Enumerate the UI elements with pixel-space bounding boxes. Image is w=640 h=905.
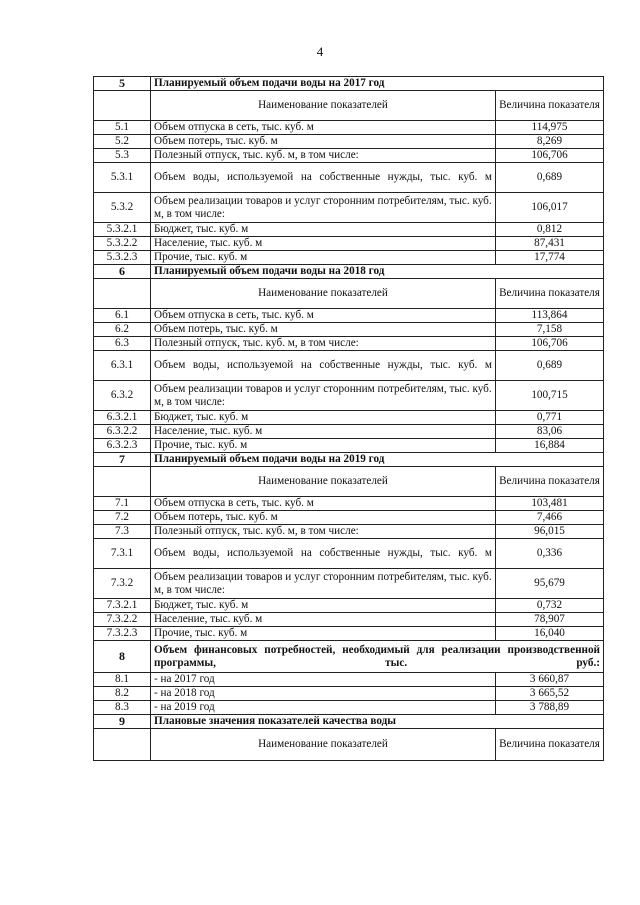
row-value: 95,679 [496,569,604,599]
header-value: Величина показателя [496,279,604,309]
row-name: Объем отпуска в сеть, тыс. куб. м [151,121,496,135]
table-row [94,251,604,265]
row-value: 17,774 [496,251,604,265]
row-code: 6.1 [94,309,151,323]
section-row [94,641,604,673]
row-code: 7.3.2.2 [94,613,151,627]
section-row [94,453,604,467]
table-row [94,425,604,439]
row-code: 5.3 [94,149,151,163]
row-value: 0,812 [496,223,604,237]
section-code: 6 [94,265,151,279]
row-name: - на 2018 год [151,687,496,701]
row-value: 106,706 [496,337,604,351]
row-name: Прочие, тыс. куб. м [151,439,496,453]
row-value: 106,017 [496,193,604,223]
table-row [94,497,604,511]
row-name: Объем потерь, тыс. куб. м [151,323,496,337]
row-value: 16,884 [496,439,604,453]
table-row [94,149,604,163]
row-code: 8.3 [94,701,151,715]
table-row [94,687,604,701]
row-value: 0,689 [496,351,604,381]
row-name: Объем потерь, тыс. куб. м [151,511,496,525]
row-code: 7.3.2.3 [94,627,151,641]
header-code-cell [94,467,151,497]
row-value: 7,466 [496,511,604,525]
header-row [94,279,604,309]
table-row [94,613,604,627]
row-name: Полезный отпуск, тыс. куб. м, в том числе: [151,525,496,539]
header-value: Величина показателя [496,467,604,497]
row-name: Население, тыс. куб. м [151,237,496,251]
table-row [94,337,604,351]
table-row [94,223,604,237]
row-value: 78,907 [496,613,604,627]
row-code: 7.1 [94,497,151,511]
row-name: Бюджет, тыс. куб. м [151,599,496,613]
header-code-cell [94,91,151,121]
row-code: 5.1 [94,121,151,135]
table-row [94,163,604,193]
header-code-cell [94,279,151,309]
row-code: 6.3.2.1 [94,411,151,425]
indicators-table [93,76,604,761]
row-value: 103,481 [496,497,604,511]
header-value: Величина показателя [496,91,604,121]
table-row [94,323,604,337]
row-name: Объем воды, используемой на собственные нужды, тыс. куб. м [151,163,496,193]
row-value: 3 788,89 [496,701,604,715]
header-name: Наименование показателей [151,729,496,761]
row-code: 5.3.2 [94,193,151,223]
row-name: - на 2017 год [151,673,496,687]
table-row [94,511,604,525]
section-row [94,715,604,729]
table-row [94,193,604,223]
header-name: Наименование показателей [151,279,496,309]
row-name: Полезный отпуск, тыс. куб. м, в том числе: [151,149,496,163]
row-value: 87,431 [496,237,604,251]
row-name: Объем воды, используемой на собственные нужды, тыс. куб. м [151,351,496,381]
section-title: Планируемый объем подачи воды на 2019 год [151,453,604,467]
row-code: 6.3 [94,337,151,351]
row-name: - на 2019 год [151,701,496,715]
table-row [94,237,604,251]
table-row [94,381,604,411]
row-name: Объем потерь, тыс. куб. м [151,135,496,149]
header-name: Наименование показателей [151,91,496,121]
table-row [94,439,604,453]
header-code-cell [94,729,151,761]
section-code: 5 [94,77,151,91]
table-row [94,627,604,641]
row-name: Объем воды, используемой на собственные нужды, тыс. куб. м [151,539,496,569]
table-row [94,673,604,687]
row-name: Полезный отпуск, тыс. куб. м, в том числе: [151,337,496,351]
row-value: 3 665,52 [496,687,604,701]
row-value: 106,706 [496,149,604,163]
section-code: 8 [94,641,151,673]
section-row [94,265,604,279]
table-row [94,351,604,381]
table-row [94,121,604,135]
row-value: 0,689 [496,163,604,193]
row-value: 0,336 [496,539,604,569]
row-code: 5.3.2.2 [94,237,151,251]
row-code: 6.2 [94,323,151,337]
header-name: Наименование показателей [151,467,496,497]
section-title: Плановые значения показателей качества воды [151,715,604,729]
row-name: Бюджет, тыс. куб. м [151,223,496,237]
row-value: 114,975 [496,121,604,135]
row-code: 5.2 [94,135,151,149]
row-value: 8,269 [496,135,604,149]
row-code: 7.3.2.1 [94,599,151,613]
page-number: 4 [316,44,324,59]
header-value: Величина показателя [496,729,604,761]
row-value: 83,06 [496,425,604,439]
table-row [94,539,604,569]
row-name: Объем отпуска в сеть, тыс. куб. м [151,309,496,323]
indicators-table-body [94,77,604,761]
header-row [94,91,604,121]
row-name: Бюджет, тыс. куб. м [151,411,496,425]
row-value: 0,771 [496,411,604,425]
row-value: 100,715 [496,381,604,411]
header-row [94,467,604,497]
section-title: Планируемый объем подачи воды на 2018 год [151,265,604,279]
row-name: Объем отпуска в сеть, тыс. куб. м [151,497,496,511]
row-name: Объем реализации товаров и услуг сторонним потребителям, тыс. куб. м, в том числе: [151,193,496,223]
row-value: 0,732 [496,599,604,613]
row-name: Объем реализации товаров и услуг сторонним потребителям, тыс. куб. м, в том числе: [151,381,496,411]
row-code: 7.3 [94,525,151,539]
row-name: Объем реализации товаров и услуг сторонним потребителям, тыс. куб. м, в том числе: [151,569,496,599]
row-value: 96,015 [496,525,604,539]
table-row [94,411,604,425]
row-code: 6.3.1 [94,351,151,381]
row-value: 113,864 [496,309,604,323]
row-name: Население, тыс. куб. м [151,613,496,627]
row-name: Прочие, тыс. куб. м [151,251,496,265]
table-row [94,569,604,599]
section-row [94,77,604,91]
row-value: 3 660,87 [496,673,604,687]
row-code: 5.3.2.3 [94,251,151,265]
table-row [94,309,604,323]
row-name: Прочие, тыс. куб. м [151,627,496,641]
row-code: 7.3.1 [94,539,151,569]
table-row [94,135,604,149]
table-row [94,599,604,613]
header-row [94,729,604,761]
row-code: 7.3.2 [94,569,151,599]
table-row [94,525,604,539]
row-value: 7,158 [496,323,604,337]
row-name: Население, тыс. куб. м [151,425,496,439]
section-code: 7 [94,453,151,467]
table-row [94,701,604,715]
row-code: 6.3.2 [94,381,151,411]
row-code: 6.3.2.3 [94,439,151,453]
row-code: 6.3.2.2 [94,425,151,439]
row-code: 8.2 [94,687,151,701]
row-code: 5.3.2.1 [94,223,151,237]
section-code: 9 [94,715,151,729]
row-code: 5.3.1 [94,163,151,193]
row-code: 8.1 [94,673,151,687]
row-value: 16,040 [496,627,604,641]
row-code: 7.2 [94,511,151,525]
section-title: Объем финансовых потребностей, необходимый для реализации производственной программы, тыс. руб.: [151,641,604,673]
section-title: Планируемый объем подачи воды на 2017 год [151,77,604,91]
